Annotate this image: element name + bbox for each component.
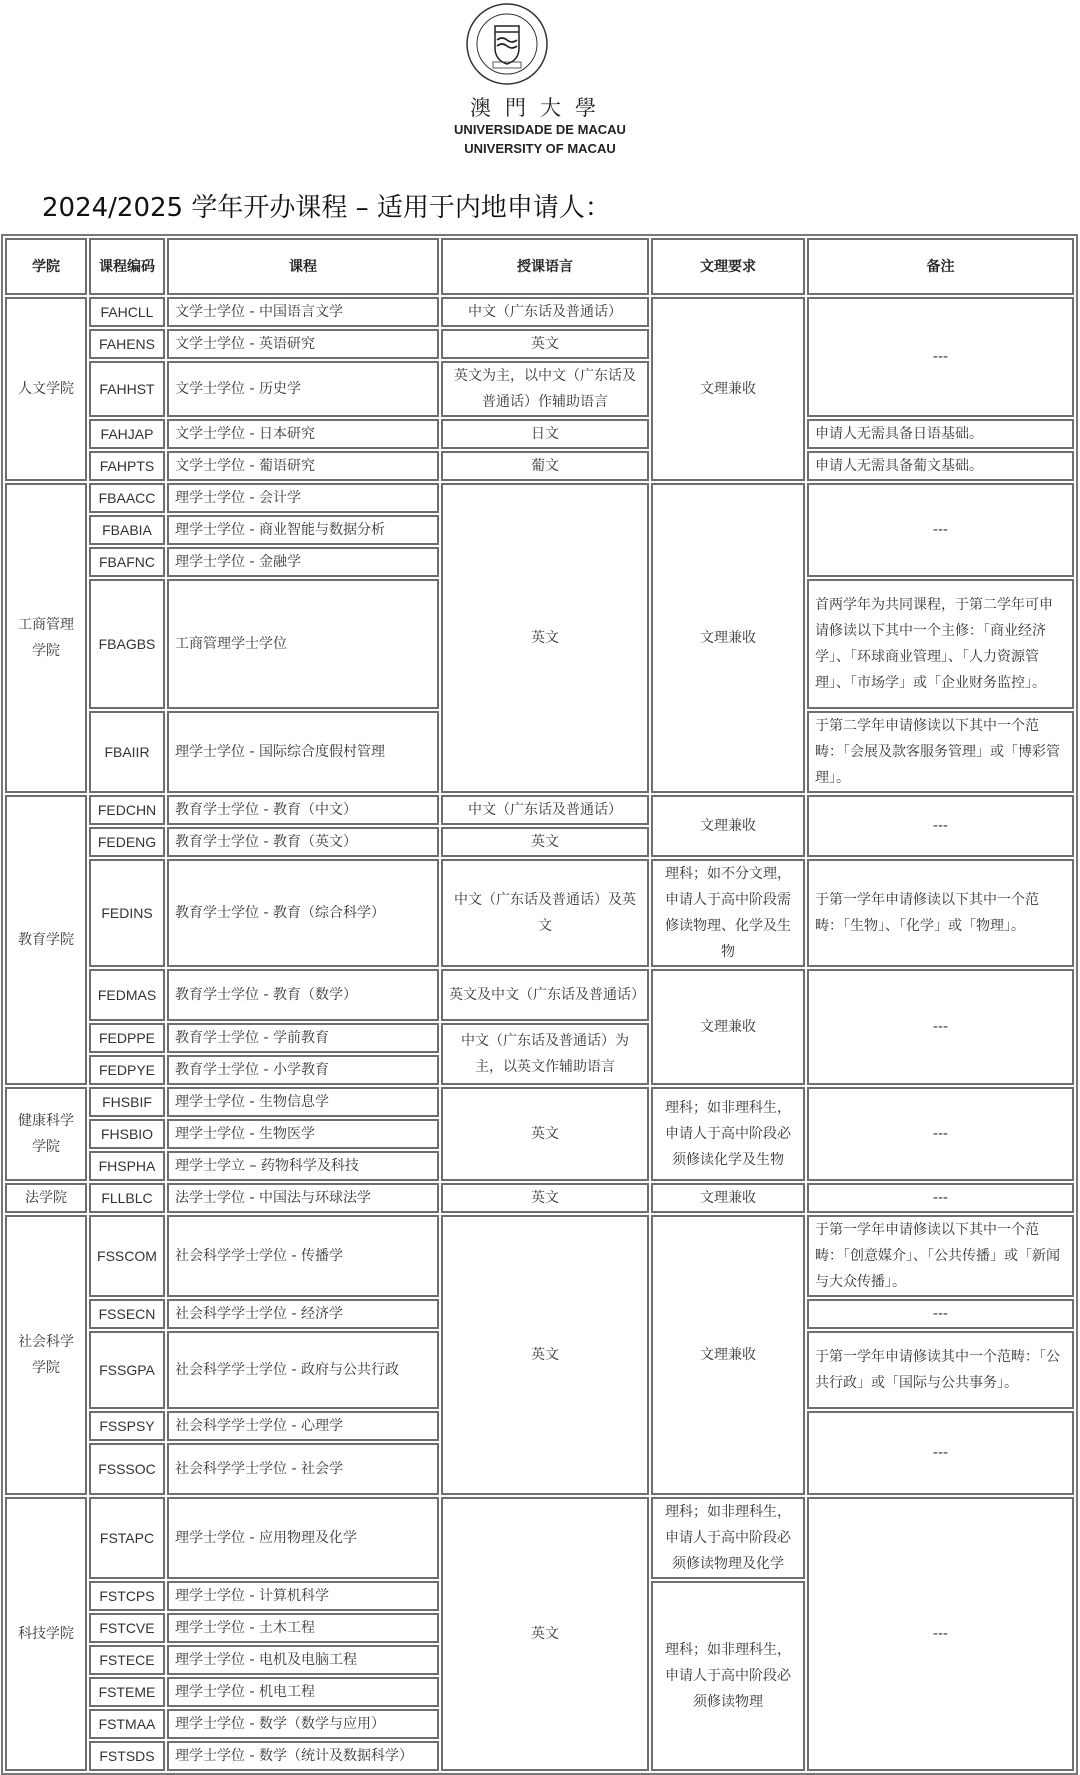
note-cell: 于第二学年申请修读以下其中一个范畴：「会展及款客服务管理」或「博彩管理」。: [807, 711, 1074, 793]
course-code: FHSBIF: [89, 1087, 165, 1117]
language-cell: 中文（广东话及普通话）为主，以英文作辅助语言: [441, 1023, 649, 1085]
note-cell: ---: [807, 1183, 1074, 1213]
language-cell: 英文: [441, 329, 649, 359]
course-code: FSTAPC: [89, 1497, 165, 1579]
language-cell: 英文: [441, 1497, 649, 1771]
course-code: FAHJAP: [89, 419, 165, 449]
requirement-cell: 理科；如不分文理，申请人于高中阶段需修读物理、化学及生物: [651, 859, 805, 967]
table-row: [5, 859, 1074, 967]
note-cell: 于第一学年申请修读以下其中一个范畴：「创意媒介」、「公共传播」或「新闻与大众传播」。: [807, 1215, 1074, 1297]
course-name: 理学士学位 - 数学（统计及数据科学）: [167, 1741, 439, 1771]
courses-table: [1, 234, 1078, 1775]
course-name: 理学士学位 - 金融学: [167, 547, 439, 577]
table-row: [5, 297, 1074, 327]
course-name: 社会科学学士学位 - 经济学: [167, 1299, 439, 1329]
course-name: 社会科学学士学位 - 政府与公共行政: [167, 1331, 439, 1409]
course-name: 理学士学位 - 电机及电脑工程: [167, 1645, 439, 1675]
faculty-cell: 社会科学学院: [5, 1215, 87, 1495]
note-cell: ---: [807, 1087, 1074, 1181]
note-cell: ---: [807, 1299, 1074, 1329]
faculty-cell: 法学院: [5, 1183, 87, 1213]
column-header-notes: 备注: [807, 238, 1074, 295]
column-header-faculty: 学院: [5, 238, 87, 295]
note-cell: 于第一学年申请修读其中一个范畴：「公共行政」或「国际与公共事务」。: [807, 1331, 1074, 1409]
course-name: 教育学士学位 - 小学教育: [167, 1055, 439, 1085]
note-cell: ---: [807, 969, 1074, 1085]
note-cell: ---: [807, 795, 1074, 857]
note-cell: 申请人无需具备日语基础。: [807, 419, 1074, 449]
language-cell: 英文为主，以中文（广东话及普通话）作辅助语言: [441, 361, 649, 417]
course-code: FBAACC: [89, 483, 165, 513]
course-code: FBAFNC: [89, 547, 165, 577]
university-name-portuguese: UNIVERSIDADE DE MACAU: [454, 122, 626, 137]
language-cell: 中文（广东话及普通话）: [441, 795, 649, 825]
course-name: 社会科学学士学位 - 社会学: [167, 1443, 439, 1495]
course-name: 文学士学位 - 葡语研究: [167, 451, 439, 481]
note-cell: 申请人无需具备葡文基础。: [807, 451, 1074, 481]
university-name-english: UNIVERSITY OF MACAU: [464, 141, 616, 156]
requirement-cell: 文理兼收: [651, 1183, 805, 1213]
course-name: 教育学士学位 - 学前教育: [167, 1023, 439, 1053]
table-row: [5, 451, 1074, 481]
language-cell: 英文: [441, 827, 649, 857]
table-row: [5, 1215, 1074, 1297]
table-row: [5, 419, 1074, 449]
requirement-cell: 文理兼收: [651, 1215, 805, 1495]
faculty-cell: 工商管理学院: [5, 483, 87, 793]
course-code: FHSPHA: [89, 1151, 165, 1181]
column-header-course: 课程: [167, 238, 439, 295]
note-cell: ---: [807, 1411, 1074, 1495]
course-name: 理学士学位 - 会计学: [167, 483, 439, 513]
course-code: FSTMAA: [89, 1709, 165, 1739]
language-cell: 中文（广东话及普通话）: [441, 297, 649, 327]
course-name: 文学士学位 - 英语研究: [167, 329, 439, 359]
course-code: FSSPSY: [89, 1411, 165, 1441]
faculty-cell: 人文学院: [5, 297, 87, 481]
course-code: FBAIIR: [89, 711, 165, 793]
course-code: FSSGPA: [89, 1331, 165, 1409]
course-code: FEDPPE: [89, 1023, 165, 1053]
language-cell: 中文（广东话及普通话）及英文: [441, 859, 649, 967]
course-code: FLLBLC: [89, 1183, 165, 1213]
language-cell: 葡文: [441, 451, 649, 481]
requirement-cell: 文理兼收: [651, 297, 805, 481]
note-cell: ---: [807, 1497, 1074, 1771]
course-name: 理学士学立 – 药物科学及科技: [167, 1151, 439, 1181]
table-row: [5, 795, 1074, 825]
table-row: [5, 1087, 1074, 1117]
note-cell: 首两学年为共同课程，于第二学年可申请修读以下其中一个主修：「商业经济学」、「环球商业管理」、「人力资源管理」、「市场学」或「企业财务监控」。: [807, 579, 1074, 709]
note-cell: ---: [807, 483, 1074, 577]
course-code: FEDMAS: [89, 969, 165, 1021]
faculty-cell: 健康科学学院: [5, 1087, 87, 1181]
course-name: 理学士学位 - 生物信息学: [167, 1087, 439, 1117]
note-cell: 于第一学年申请修读以下其中一个范畴：「生物」、「化学」或「物理」。: [807, 859, 1074, 967]
course-code: FSSSOC: [89, 1443, 165, 1495]
course-name: 教育学士学位 - 教育（综合科学）: [167, 859, 439, 967]
course-code: FSSECN: [89, 1299, 165, 1329]
column-header-requirement: 文理要求: [651, 238, 805, 295]
table-row: [5, 969, 1074, 1021]
requirement-cell: 文理兼收: [651, 969, 805, 1085]
course-code: FAHHST: [89, 361, 165, 417]
course-code: FEDENG: [89, 827, 165, 857]
course-code: FEDPYE: [89, 1055, 165, 1085]
course-name: 理学士学位 - 计算机科学: [167, 1581, 439, 1611]
course-code: FSSCOM: [89, 1215, 165, 1297]
course-name: 文学士学位 - 日本研究: [167, 419, 439, 449]
course-code: FSTSDS: [89, 1741, 165, 1771]
course-name: 理学士学位 - 机电工程: [167, 1677, 439, 1707]
faculty-cell: 教育学院: [5, 795, 87, 1085]
course-name: 文学士学位 - 中国语言文学: [167, 297, 439, 327]
requirement-cell: 文理兼收: [651, 483, 805, 793]
column-header-language: 授课语言: [441, 238, 649, 295]
requirement-cell: 理科；如非理科生，申请人于高中阶段必须修读物理及化学: [651, 1497, 805, 1579]
course-name: 社会科学学士学位 - 心理学: [167, 1411, 439, 1441]
course-name: 社会科学学士学位 - 传播学: [167, 1215, 439, 1297]
page-title: 2024/2025 学年开办课程 – 适用于内地申请人：: [42, 193, 611, 223]
course-code: FSTCVE: [89, 1613, 165, 1643]
course-code: FHSBIO: [89, 1119, 165, 1149]
course-code: FSTECE: [89, 1645, 165, 1675]
table-header-row: [5, 238, 1074, 295]
table-row: [5, 1497, 1074, 1579]
course-name: 教育学士学位 - 教育（英文）: [167, 827, 439, 857]
course-name: 理学士学位 - 商业智能与数据分析: [167, 515, 439, 545]
column-header-code: 课程编码: [89, 238, 165, 295]
university-seal-icon: [465, 2, 549, 86]
language-cell: 英文: [441, 1215, 649, 1495]
course-code: FSTEME: [89, 1677, 165, 1707]
university-name-chinese: 澳門大學: [470, 96, 610, 120]
document-header: [0, 0, 1080, 160]
course-code: FBAGBS: [89, 579, 165, 709]
faculty-cell: 科技学院: [5, 1497, 87, 1771]
table-row: [5, 483, 1074, 513]
language-cell: 英文: [441, 483, 649, 793]
language-cell: 英文: [441, 1087, 649, 1181]
note-cell: ---: [807, 297, 1074, 417]
course-name: 理学士学位 - 生物医学: [167, 1119, 439, 1149]
language-cell: 日文: [441, 419, 649, 449]
requirement-cell: 文理兼收: [651, 795, 805, 857]
table-row: [5, 1183, 1074, 1213]
course-code: FSTCPS: [89, 1581, 165, 1611]
course-name: 教育学士学位 - 教育（中文）: [167, 795, 439, 825]
course-code: FBABIA: [89, 515, 165, 545]
requirement-cell: 理科；如非理科生，申请人于高中阶段必须修读物理: [651, 1581, 805, 1771]
course-name: 理学士学位 - 国际综合度假村管理: [167, 711, 439, 793]
course-code: FAHCLL: [89, 297, 165, 327]
course-name: 理学士学位 - 土木工程: [167, 1613, 439, 1643]
course-code: FAHPTS: [89, 451, 165, 481]
course-name: 理学士学位 - 数学（数学与应用）: [167, 1709, 439, 1739]
course-code: FAHENS: [89, 329, 165, 359]
language-cell: 英文及中文（广东话及普通话）: [441, 969, 649, 1021]
course-code: FEDINS: [89, 859, 165, 967]
course-name: 工商管理学士学位: [167, 579, 439, 709]
course-name: 法学士学位 - 中国法与环球法学: [167, 1183, 439, 1213]
course-name: 理学士学位 - 应用物理及化学: [167, 1497, 439, 1579]
language-cell: 英文: [441, 1183, 649, 1213]
course-code: FEDCHN: [89, 795, 165, 825]
requirement-cell: 理科；如非理科生，申请人于高中阶段必须修读化学及生物: [651, 1087, 805, 1181]
course-name: 教育学士学位 - 教育（数学）: [167, 969, 439, 1021]
course-name: 文学士学位 - 历史学: [167, 361, 439, 417]
